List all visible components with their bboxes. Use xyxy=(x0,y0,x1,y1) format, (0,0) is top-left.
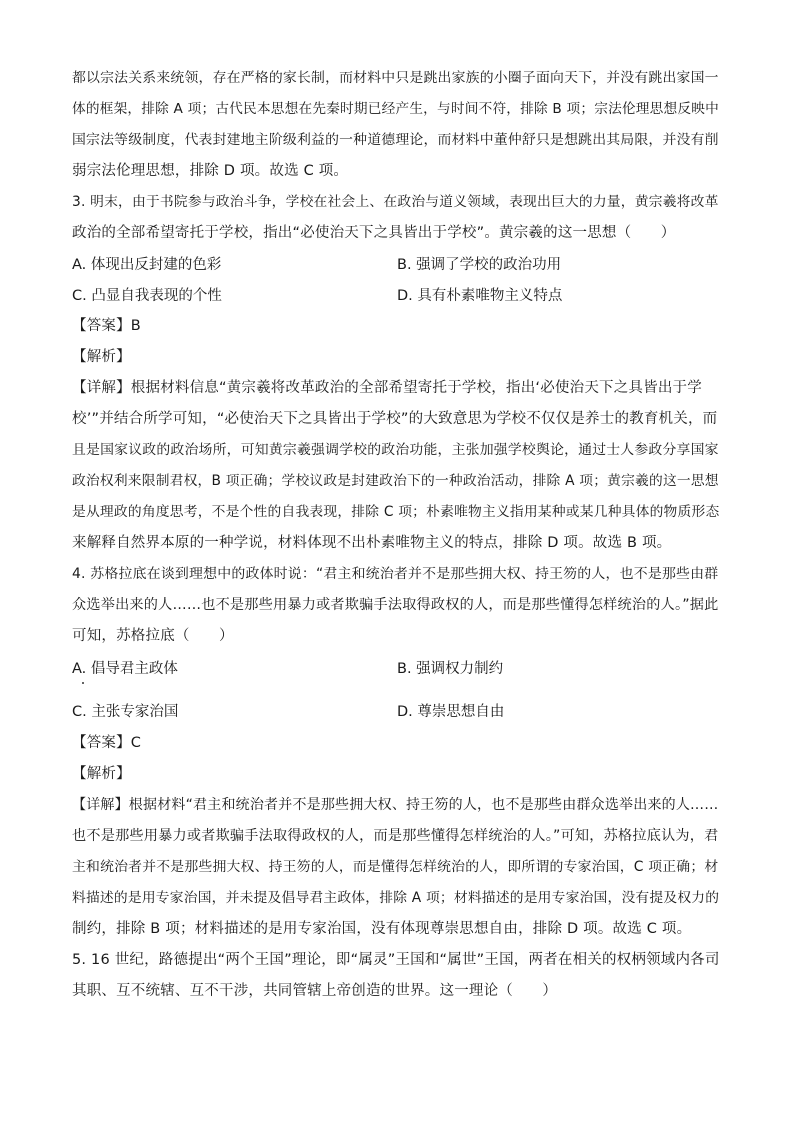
q4-option-d: D. 尊崇思想自由 xyxy=(397,704,505,720)
q3-detail-line: 政治权利来限制君权，B 项正确；学校议政是封建政治下的一种政治活动，排除 A 项；黄宗羲的这一思想 xyxy=(72,473,719,489)
paragraph-line: 国宗法等级制度，代表封建地主阶级利益的一种道德理论，而材料中董仲舒只是想跳出其局限，并没有削 xyxy=(72,132,719,148)
q3-detail-line: 来解释自然界本原的一种学说，材料体现不出朴素唯物主义的特点，排除 D 项。故选 B 项。 xyxy=(72,535,672,551)
q3-analysis-label: 【解析】 xyxy=(72,349,131,365)
question-5-stem: 5. 16 世纪，路德提出“两个王国”理论，即“属灵”王国和“属世”王国，两者在相关的权柄领域内各司 xyxy=(72,952,720,968)
q4-detail-line: 也不是那些用暴力或者欺骗手法取得政权的人，而是那些懂得怎样统治的人。”可知，苏格拉底认为，君 xyxy=(72,828,719,844)
q3-option-a: A. 体现出反封建的色彩 xyxy=(72,257,222,273)
q4-detail-line: 主和统治者并不是那些拥大权、持王笏的人，而是懂得怎样统治的人，即所谓的专家治国，C 项正确；材 xyxy=(72,859,719,875)
q3-option-c: C. 凸显自我表现的个性 xyxy=(72,288,222,304)
q4-detail-line: 【详解】根据材料“君主和统治者并不是那些拥大权、持王笏的人，也不是那些由群众选举出来的人…… xyxy=(72,797,719,813)
q3-option-b: B. 强调了学校的政治功用 xyxy=(397,257,562,273)
q3-detail-line: 校’”并结合所学可知，“必使治天下之具皆出于学校”的大致意思为学校不仅仅是养士的教育机关，而 xyxy=(72,411,718,427)
question-4-stem: 4. 苏格拉底在谈到理想中的政体时说：“君主和统治者并不是那些拥大权、持王笏的人，也不是那些由群 xyxy=(72,566,719,582)
question-4-stem: 可知，苏格拉底（ ） xyxy=(72,628,234,644)
q4-option-c: C. 主张专家治国 xyxy=(72,704,179,720)
question-5-stem: 其职、互不统辖、互不干涉，共同管辖上帝创造的世界。这一理论（ ） xyxy=(72,983,558,999)
question-4-stem: 众选举出来的人……也不是那些用暴力或者欺骗手法取得政权的人，而是那些懂得怎样统治的人。”据此 xyxy=(72,597,719,613)
q4-option-b: B. 强调权力制约 xyxy=(397,661,504,677)
stray-dot xyxy=(82,682,84,684)
q3-answer: 【答案】B xyxy=(72,318,141,334)
q4-detail-line: 制约，排除 B 项；材料描述的是用专家治国，没有体现尊崇思想自由，排除 D 项。故选 C 项。 xyxy=(72,921,692,937)
question-3-stem: 3. 明末，由于书院参与政治斗争，学校在社会上、在政治与道义领域，表现出巨大的力量，黄宗羲将改革 xyxy=(72,194,719,210)
question-3-stem: 政治的全部希望寄托于学校，指出“必使治天下之具皆出于学校”。黄宗羲的这一思想（ ） xyxy=(72,225,676,241)
q3-detail-line: 是从理政的角度思考，不是个性的自我表现，排除 C 项；朴素唯物主义指用某种或某几种具体的物质形态 xyxy=(72,504,720,520)
q3-detail-line: 【详解】根据材料信息“黄宗羲将改革政治的全部希望寄托于学校，指出‘必使治天下之具皆出于学 xyxy=(72,380,702,396)
paragraph-line: 弱宗法伦理思想，排除 D 项。故选 C 项。 xyxy=(72,163,349,179)
q4-detail-line: 料描述的是用专家治国，并未提及倡导君主政体，排除 A 项；材料描述的是用专家治国，没有提及权力的 xyxy=(72,890,720,906)
q3-option-d: D. 具有朴素唯物主义特点 xyxy=(397,288,563,304)
q3-detail-line: 且是国家议政的政治场所，可知黄宗羲强调学校的政治功能，主张加强学校舆论，通过士人参政分享国家 xyxy=(72,442,719,458)
paragraph-line: 都以宗法关系来统领，存在严格的家长制，而材料中只是跳出家族的小圈子面向天下，并没有跳出家国一 xyxy=(72,70,719,86)
q4-answer: 【答案】C xyxy=(72,735,142,751)
q4-option-a: A. 倡导君主政体 xyxy=(72,661,178,677)
q4-analysis-label: 【解析】 xyxy=(72,766,131,782)
paragraph-line: 体的框架，排除 A 项；古代民本思想在先秦时期已经产生，与时间不符，排除 B 项；宗法伦理思想反映中 xyxy=(72,101,719,117)
